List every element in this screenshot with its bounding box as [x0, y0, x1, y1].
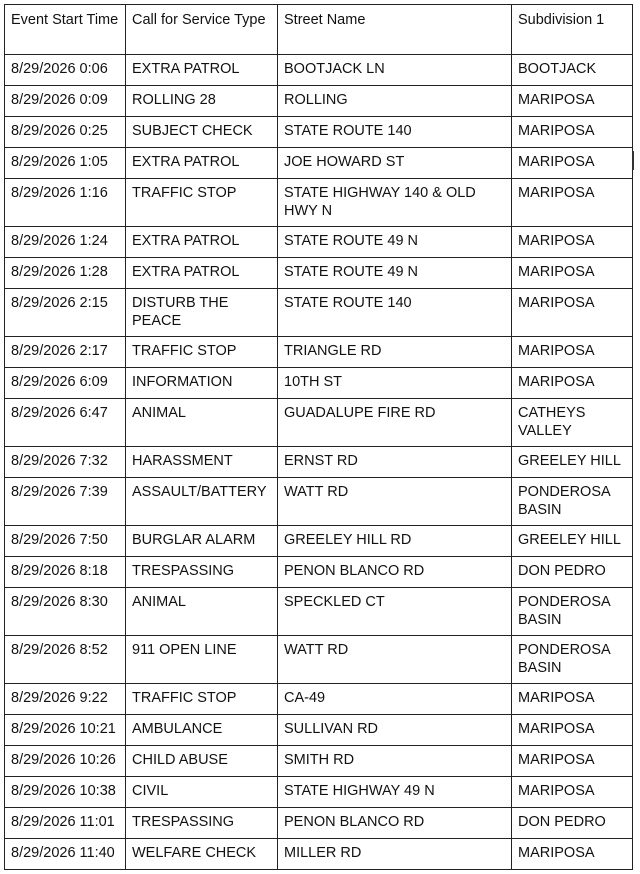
subdivision-cell: MARIPOSA: [512, 148, 633, 179]
header-subdivision: Subdivision 1: [512, 5, 633, 55]
subdivision-cell: MARIPOSA: [512, 179, 633, 227]
call-type-cell: DISTURB THE PEACE: [126, 289, 278, 337]
call-type-cell: SUBJECT CHECK: [126, 117, 278, 148]
subdivision-cell: PONDEROSA BASIN: [512, 588, 633, 636]
table-row: [5, 808, 633, 839]
table-row: [5, 368, 633, 399]
street-name-cell: ERNST RD: [278, 447, 512, 478]
street-name-cell: TRIANGLE RD: [278, 337, 512, 368]
header-event-start-time: Event Start Time: [5, 5, 126, 55]
table-row: [5, 588, 633, 636]
street-name-cell: CA-49: [278, 684, 512, 715]
street-name-cell: STATE ROUTE 49 N: [278, 258, 512, 289]
text-cursor: [632, 151, 634, 170]
subdivision-cell: MARIPOSA: [512, 684, 633, 715]
street-name-cell: STATE HIGHWAY 49 N: [278, 777, 512, 808]
street-name-cell: GREELEY HILL RD: [278, 526, 512, 557]
street-name-cell: STATE ROUTE 140: [278, 117, 512, 148]
street-name-cell: SMITH RD: [278, 746, 512, 777]
subdivision-cell: CATHEYS VALLEY: [512, 399, 633, 447]
table-row: [5, 526, 633, 557]
header-row: [5, 5, 633, 55]
event-start-time-cell: 8/29/2026 8:52: [5, 636, 126, 684]
street-name-cell: MILLER RD: [278, 839, 512, 870]
street-name-cell: STATE HIGHWAY 140 & OLD HWY N: [278, 179, 512, 227]
table-row: [5, 684, 633, 715]
call-type-cell: BURGLAR ALARM: [126, 526, 278, 557]
call-type-cell: ANIMAL: [126, 399, 278, 447]
calls-for-service-table: [4, 4, 633, 870]
subdivision-cell: GREELEY HILL: [512, 447, 633, 478]
call-type-cell: CIVIL: [126, 777, 278, 808]
street-name-cell: STATE ROUTE 49 N: [278, 227, 512, 258]
event-start-time-cell: 8/29/2026 10:26: [5, 746, 126, 777]
subdivision-cell: GREELEY HILL: [512, 526, 633, 557]
street-name-cell: JOE HOWARD ST: [278, 148, 512, 179]
table-row: [5, 337, 633, 368]
event-start-time-cell: 8/29/2026 1:05: [5, 148, 126, 179]
street-name-cell: STATE ROUTE 140: [278, 289, 512, 337]
subdivision-cell: DON PEDRO: [512, 557, 633, 588]
event-start-time-cell: 8/29/2026 6:47: [5, 399, 126, 447]
subdivision-cell: PONDEROSA BASIN: [512, 478, 633, 526]
event-start-time-cell: 8/29/2026 1:28: [5, 258, 126, 289]
table-row: [5, 746, 633, 777]
call-log-sheet: [4, 4, 633, 870]
street-name-cell: SULLIVAN RD: [278, 715, 512, 746]
event-start-time-cell: 8/29/2026 0:06: [5, 55, 126, 86]
header-street-name: Street Name: [278, 5, 512, 55]
street-name-cell: GUADALUPE FIRE RD: [278, 399, 512, 447]
event-start-time-cell: 8/29/2026 8:18: [5, 557, 126, 588]
subdivision-cell: MARIPOSA: [512, 289, 633, 337]
event-start-time-cell: 8/29/2026 2:15: [5, 289, 126, 337]
event-start-time-cell: 8/29/2026 0:25: [5, 117, 126, 148]
table-row: [5, 447, 633, 478]
call-type-cell: 911 OPEN LINE: [126, 636, 278, 684]
table-body: [5, 55, 633, 870]
call-type-cell: ASSAULT/BATTERY: [126, 478, 278, 526]
subdivision-cell: MARIPOSA: [512, 86, 633, 117]
call-type-cell: ANIMAL: [126, 588, 278, 636]
event-start-time-cell: 8/29/2026 11:01: [5, 808, 126, 839]
street-name-cell: WATT RD: [278, 636, 512, 684]
subdivision-cell: MARIPOSA: [512, 227, 633, 258]
event-start-time-cell: 8/29/2026 11:40: [5, 839, 126, 870]
subdivision-cell: BOOTJACK: [512, 55, 633, 86]
call-type-cell: EXTRA PATROL: [126, 148, 278, 179]
table-row: [5, 777, 633, 808]
call-type-cell: CHILD ABUSE: [126, 746, 278, 777]
subdivision-cell: MARIPOSA: [512, 117, 633, 148]
call-type-cell: EXTRA PATROL: [126, 258, 278, 289]
call-type-cell: ROLLING 28: [126, 86, 278, 117]
table-row: [5, 557, 633, 588]
subdivision-cell: MARIPOSA: [512, 368, 633, 399]
header-call-type: Call for Service Type: [126, 5, 278, 55]
table-row: [5, 399, 633, 447]
call-type-cell: WELFARE CHECK: [126, 839, 278, 870]
table-row: [5, 117, 633, 148]
subdivision-cell: PONDEROSA BASIN: [512, 636, 633, 684]
call-type-cell: EXTRA PATROL: [126, 227, 278, 258]
event-start-time-cell: 8/29/2026 6:09: [5, 368, 126, 399]
event-start-time-cell: 8/29/2026 0:09: [5, 86, 126, 117]
table-row: [5, 179, 633, 227]
call-type-cell: TRAFFIC STOP: [126, 337, 278, 368]
call-type-cell: TRESPASSING: [126, 557, 278, 588]
subdivision-cell: MARIPOSA: [512, 839, 633, 870]
event-start-time-cell: 8/29/2026 7:32: [5, 447, 126, 478]
event-start-time-cell: 8/29/2026 7:50: [5, 526, 126, 557]
call-type-cell: HARASSMENT: [126, 447, 278, 478]
subdivision-cell: MARIPOSA: [512, 258, 633, 289]
street-name-cell: 10TH ST: [278, 368, 512, 399]
call-type-cell: INFORMATION: [126, 368, 278, 399]
table-row: [5, 478, 633, 526]
call-type-cell: TRAFFIC STOP: [126, 684, 278, 715]
table-row: [5, 55, 633, 86]
subdivision-cell: MARIPOSA: [512, 746, 633, 777]
subdivision-cell: MARIPOSA: [512, 337, 633, 368]
table-row: [5, 86, 633, 117]
event-start-time-cell: 8/29/2026 1:16: [5, 179, 126, 227]
table-row: [5, 227, 633, 258]
event-start-time-cell: 8/29/2026 10:38: [5, 777, 126, 808]
subdivision-cell: MARIPOSA: [512, 715, 633, 746]
street-name-cell: BOOTJACK LN: [278, 55, 512, 86]
street-name-cell: PENON BLANCO RD: [278, 808, 512, 839]
subdivision-cell: MARIPOSA: [512, 777, 633, 808]
table-row: [5, 715, 633, 746]
table-row: [5, 636, 633, 684]
call-type-cell: TRESPASSING: [126, 808, 278, 839]
table-row: [5, 289, 633, 337]
street-name-cell: ROLLING: [278, 86, 512, 117]
event-start-time-cell: 8/29/2026 7:39: [5, 478, 126, 526]
event-start-time-cell: 8/29/2026 8:30: [5, 588, 126, 636]
street-name-cell: SPECKLED CT: [278, 588, 512, 636]
call-type-cell: AMBULANCE: [126, 715, 278, 746]
table-row: [5, 148, 633, 179]
event-start-time-cell: 8/29/2026 2:17: [5, 337, 126, 368]
street-name-cell: WATT RD: [278, 478, 512, 526]
call-type-cell: TRAFFIC STOP: [126, 179, 278, 227]
table-row: [5, 839, 633, 870]
subdivision-cell: DON PEDRO: [512, 808, 633, 839]
table-header: [5, 5, 633, 55]
event-start-time-cell: 8/29/2026 10:21: [5, 715, 126, 746]
event-start-time-cell: 8/29/2026 1:24: [5, 227, 126, 258]
table-row: [5, 258, 633, 289]
street-name-cell: PENON BLANCO RD: [278, 557, 512, 588]
call-type-cell: EXTRA PATROL: [126, 55, 278, 86]
event-start-time-cell: 8/29/2026 9:22: [5, 684, 126, 715]
